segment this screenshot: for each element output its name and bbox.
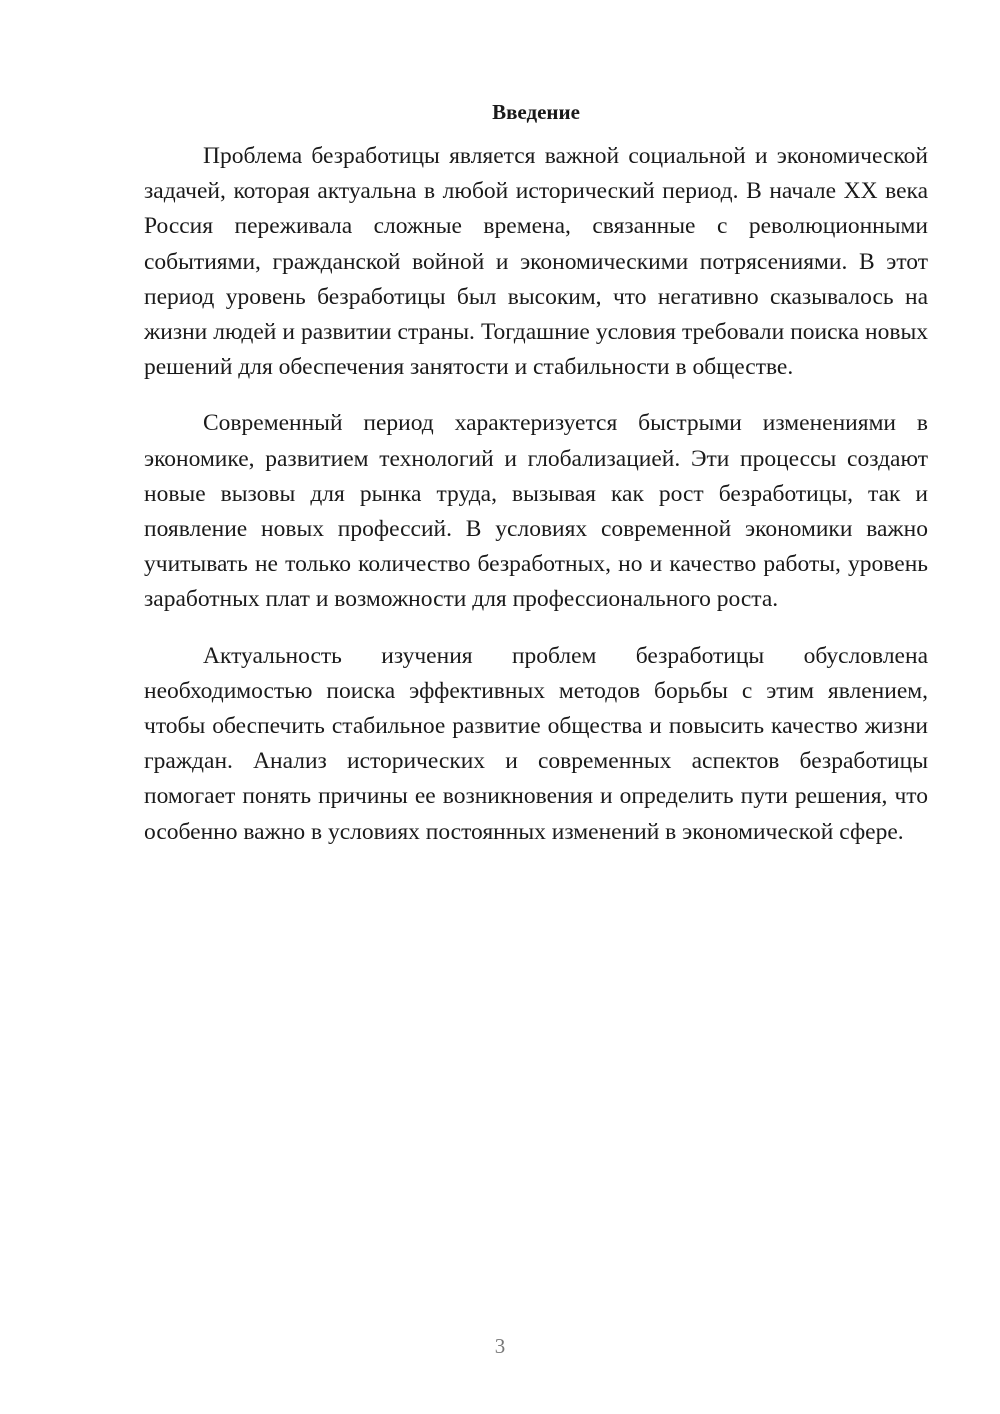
paragraph-2: Современный период характеризуется быстрыми изменениями в экономике, развитием технологий и глобализацией. Эти процессы создают новые вызовы для рынка труда, вызывая как рост безработицы, так и появление новых профессий. В условиях современной экономики важно учитывать не только количество безработных, но и качество работы, уровень заработных плат и возможности для профессионального роста.	[144, 410, 928, 613]
paragraph-1: Проблема безработицы является важной социальной и экономической задачей, которая актуальна в любой исторический период. В начале XX века Россия переживала сложные времена, связанные с революционными событиями, гражданской войной и экономическими потрясениями. В этот период уровень безработицы был высоким, что негативно сказывалось на жизни людей и развитии страны. Тогдашние условия требовали поиска новых решений для обеспечения занятости и стабильности в обществе.	[144, 143, 928, 381]
page-number: 3	[494, 1334, 506, 1358]
section-heading: Введение	[492, 100, 580, 124]
page-content	[144, 97, 928, 871]
paragraph-3: Актуальность изучения проблем безработицы обусловлена необходимостью поиска эффективных методов борьбы с этим явлением, чтобы обеспечить стабильное развитие общества и повысить качество жизни граждан. Анализ исторических и современных аспектов безработицы помогает понять причины ее возникновения и определить пути решения, что особенно важно в условиях постоянных изменений в экономической сфере.	[144, 642, 928, 845]
